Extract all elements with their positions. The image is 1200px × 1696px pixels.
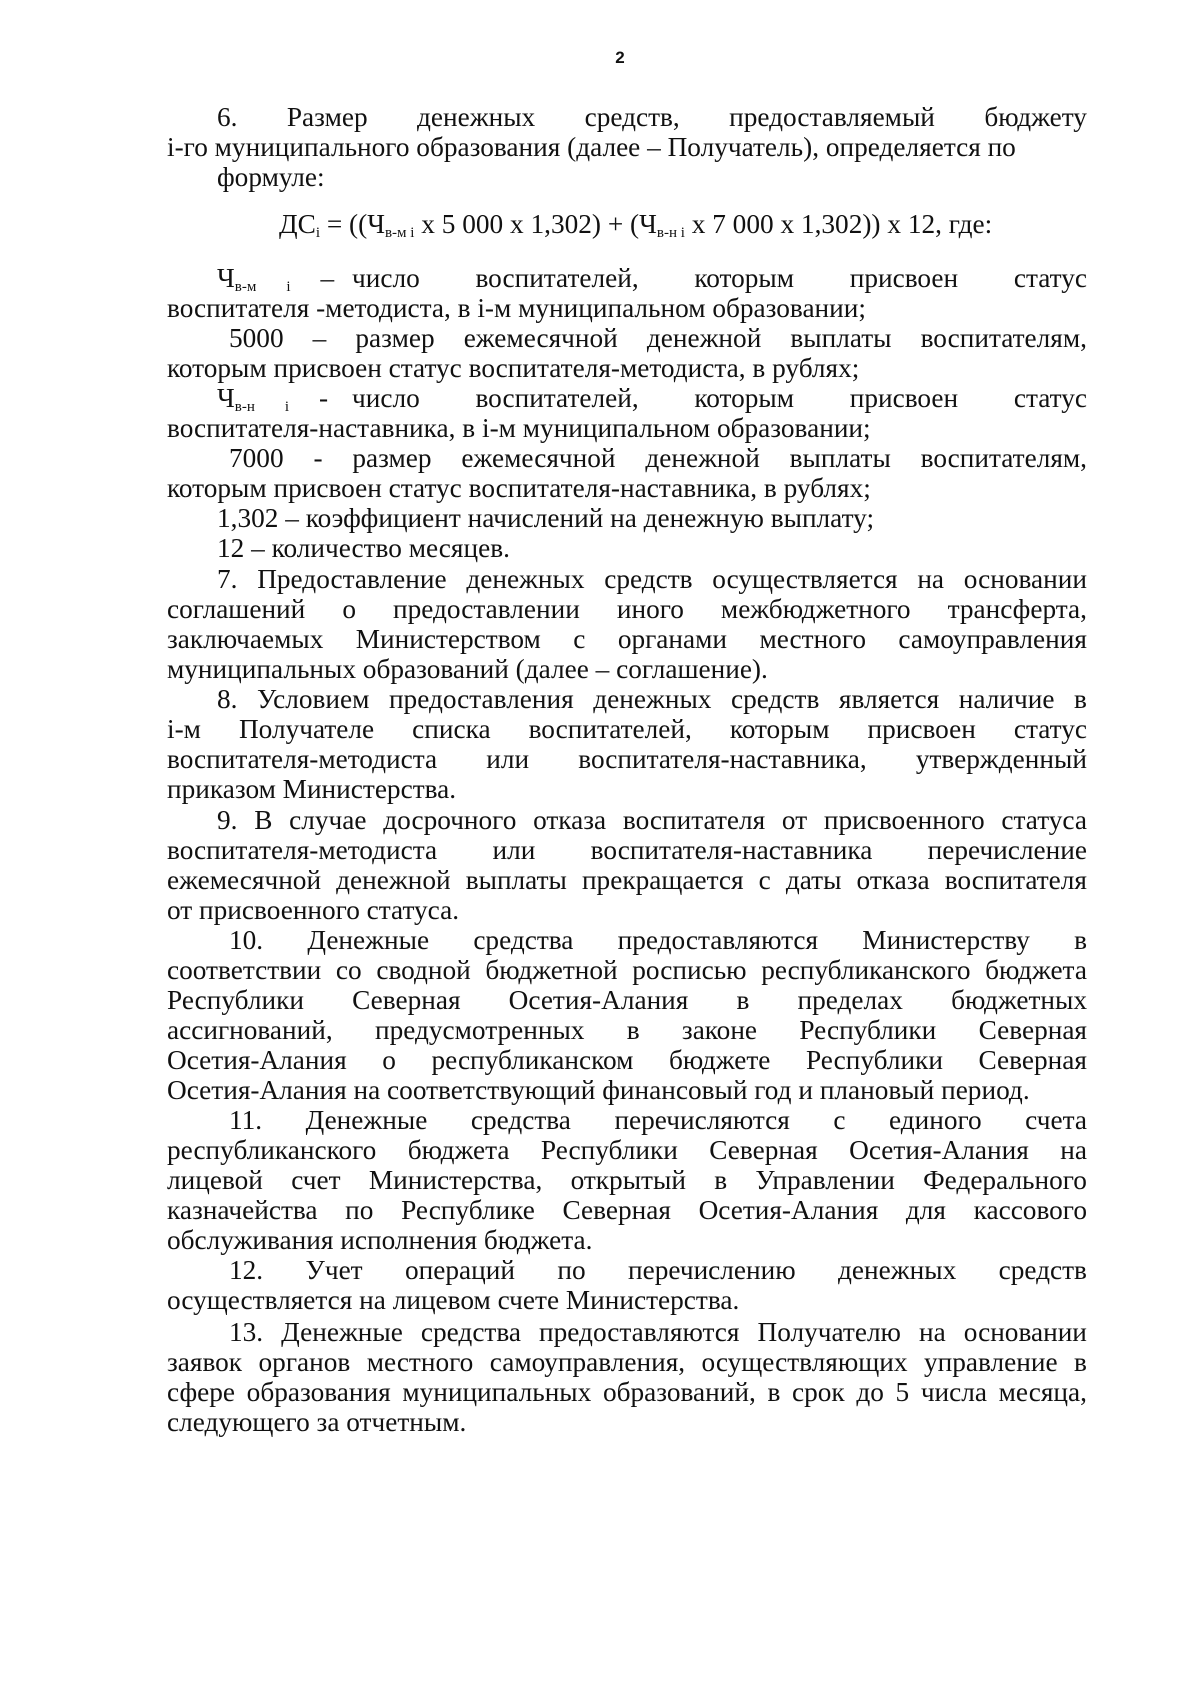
word: денежной xyxy=(646,323,762,353)
word: предоставлении xyxy=(393,594,580,624)
word: срок xyxy=(792,1377,845,1407)
word: Учет xyxy=(305,1255,363,1285)
word: размер xyxy=(355,323,435,353)
word: самоуправления, xyxy=(489,1347,686,1377)
word: сфере xyxy=(167,1377,236,1407)
word: счет xyxy=(291,1165,341,1195)
word: Управлении xyxy=(755,1165,895,1195)
word: заявок xyxy=(167,1347,243,1377)
def2-line-2: которым присвоен статус воспитателя-методиста, в рублях; xyxy=(167,353,860,383)
word: присвоенного xyxy=(823,805,985,835)
formula-lhs-sub: i xyxy=(315,225,320,241)
word: счета xyxy=(1025,1105,1087,1135)
word: Условием xyxy=(257,684,370,714)
word: Осетия-Алания xyxy=(508,985,689,1015)
word: которым xyxy=(694,263,795,293)
word: утвержденный xyxy=(915,744,1087,774)
word: предусмотренных xyxy=(374,1015,585,1045)
word: заключаемых xyxy=(167,624,324,654)
word: образований, xyxy=(602,1377,756,1407)
word: которым xyxy=(729,714,830,744)
word: открытый xyxy=(570,1165,686,1195)
def3-line-1 xyxy=(217,382,1087,414)
word: средства xyxy=(420,1317,522,1347)
word: от xyxy=(781,805,808,835)
word: статус xyxy=(1013,383,1087,413)
def1-index: i xyxy=(286,279,291,295)
word: досрочного xyxy=(383,805,517,835)
word: статус xyxy=(1013,714,1087,744)
word: выплаты xyxy=(465,865,567,895)
word: о xyxy=(342,594,356,624)
word: основании xyxy=(963,1317,1087,1347)
word: бюджетной xyxy=(485,955,618,985)
word: - xyxy=(313,443,323,473)
word: В xyxy=(254,805,273,835)
word: воспитателя xyxy=(944,865,1087,895)
word: Осетия-Алания xyxy=(167,1045,347,1075)
word: денежных xyxy=(417,102,536,132)
word: воспитателя-наставника xyxy=(590,835,873,865)
word: воспитателя-методиста xyxy=(167,744,438,774)
word: лицевой xyxy=(167,1165,263,1195)
word: республиканского xyxy=(761,955,971,985)
word: которым xyxy=(694,383,795,413)
word: Получателе xyxy=(238,714,375,744)
word: средства xyxy=(470,1105,571,1135)
word: Министерства, xyxy=(368,1165,543,1195)
word: Денежные xyxy=(281,1317,403,1347)
word: операций xyxy=(405,1255,515,1285)
word: Предоставление xyxy=(257,564,447,594)
word: Республики xyxy=(805,1045,943,1075)
word: воспитателям, xyxy=(920,443,1087,473)
word: росписью xyxy=(632,955,747,985)
p7-line-2 xyxy=(167,593,1087,625)
p7-line-4: муниципальных образований (далее – соглашение). xyxy=(167,654,768,684)
word: в xyxy=(1074,1347,1087,1377)
word: трансферта, xyxy=(947,594,1087,624)
word: законе xyxy=(681,1015,758,1045)
word: денежной xyxy=(336,865,451,895)
p8-line-3 xyxy=(167,743,1087,775)
word: перечислению xyxy=(628,1255,796,1285)
word: управление xyxy=(923,1347,1058,1377)
word: предоставляются xyxy=(617,925,819,955)
word: присвоен xyxy=(867,714,976,744)
p11-line-2 xyxy=(167,1134,1087,1166)
word: иного xyxy=(616,594,684,624)
formula-sub-1: в-м i xyxy=(384,225,415,241)
word: соглашений xyxy=(167,594,306,624)
word: Федерального xyxy=(923,1165,1087,1195)
p9-line-3 xyxy=(167,864,1087,896)
word: местного xyxy=(366,1347,474,1377)
p11-line-5: обслуживания исполнения бюджета. xyxy=(167,1225,593,1255)
word: осуществляющих xyxy=(701,1347,908,1377)
word: сводной xyxy=(376,955,471,985)
word: присвоен xyxy=(849,263,959,293)
word: ежемесячной xyxy=(463,323,618,353)
word: на xyxy=(1060,1135,1087,1165)
word: статуса xyxy=(1001,805,1087,835)
def3-text xyxy=(352,382,1087,414)
word: прекращается xyxy=(581,865,744,895)
word: со xyxy=(335,955,362,985)
word: республиканского xyxy=(167,1135,377,1165)
word: 12. xyxy=(229,1255,264,1285)
def4-line-2: которым присвоен статус воспитателя-наставника, в рублях; xyxy=(167,473,871,503)
p6-line-1 xyxy=(217,101,1087,133)
formula-lhs: ДС xyxy=(279,209,316,239)
p10-line-4 xyxy=(167,1014,1087,1046)
def5-line: 1,302 – коэффициент начислений на денежную выплату; xyxy=(217,503,875,533)
word: денежных xyxy=(466,564,585,594)
word: Размер xyxy=(286,102,368,132)
word: 5 xyxy=(895,1377,910,1407)
word: размер xyxy=(352,443,432,473)
word: денежных xyxy=(838,1255,957,1285)
word: Северная xyxy=(709,1135,818,1165)
word: статус xyxy=(1013,263,1087,293)
p13-line-4: следующего за отчетным. xyxy=(167,1407,467,1437)
word: бюджета xyxy=(407,1135,510,1165)
word: пределах xyxy=(797,985,903,1015)
word: в xyxy=(767,1377,781,1407)
p10-line-3 xyxy=(167,984,1087,1016)
word: Республике xyxy=(401,1195,535,1225)
formula xyxy=(279,209,992,240)
word: i-м xyxy=(167,714,201,744)
word: для xyxy=(905,1195,946,1225)
word: присвоен xyxy=(849,383,959,413)
p7-line-3 xyxy=(167,623,1087,655)
word: 11. xyxy=(229,1105,263,1135)
word: осуществляется xyxy=(712,564,898,594)
word: кассового xyxy=(973,1195,1087,1225)
word: 7000 xyxy=(229,443,284,473)
word: Министерством xyxy=(355,624,541,654)
word: перечисление xyxy=(927,835,1087,865)
p13-line-2 xyxy=(167,1346,1087,1378)
word: воспитателя-методиста xyxy=(167,835,438,865)
def3-line-2: воспитателя-наставника, в i-м муниципальном образовании; xyxy=(167,413,871,443)
word: соответствии xyxy=(167,955,322,985)
word: с xyxy=(833,1105,846,1135)
word: Республики xyxy=(167,985,304,1015)
word: единого xyxy=(888,1105,982,1135)
p10-line-6: Осетия-Алания на соответствующий финансовый год и плановый период. xyxy=(167,1075,1030,1105)
word: в xyxy=(714,1165,728,1195)
def3-symbol: Ч xyxy=(217,383,235,413)
word: средств xyxy=(604,564,693,594)
word: в xyxy=(1074,684,1087,714)
def3-index: i xyxy=(284,399,290,415)
word: выплаты xyxy=(789,443,891,473)
word: с xyxy=(573,624,586,654)
word: средств xyxy=(731,684,820,714)
word: ассигнований, xyxy=(167,1015,333,1045)
word: числа xyxy=(920,1377,988,1407)
word: случае xyxy=(289,805,367,835)
p12-line-2: осуществляется на лицевом счете Министерства. xyxy=(167,1285,740,1315)
word: число xyxy=(352,383,420,413)
def3-symbol-sub: в-н xyxy=(234,399,255,415)
word: 5000 xyxy=(229,323,284,353)
formula-part-2: х 5 000 х 1,302) + (Ч xyxy=(414,209,657,239)
word: бюджету xyxy=(984,102,1087,132)
word: Северная xyxy=(978,1045,1087,1075)
word: бюджета xyxy=(985,955,1087,985)
word: денежных xyxy=(593,684,712,714)
word: о xyxy=(382,1045,396,1075)
def1-line-2: воспитателя -методиста, в i-м муниципальном образовании; xyxy=(167,293,866,323)
word: число xyxy=(352,263,420,293)
word: 10. xyxy=(229,925,264,955)
formula-part-1: = ((Ч xyxy=(320,209,385,239)
word: ежемесячной xyxy=(167,865,322,895)
formula-part-3: х 7 000 х 1,302)) х 12, где: xyxy=(684,209,993,239)
word: образования xyxy=(246,1377,391,1407)
p10-line-2 xyxy=(167,954,1087,986)
page-number: 2 xyxy=(615,48,625,67)
word: Осетия-Алания xyxy=(849,1135,1029,1165)
word: отказа xyxy=(533,805,607,835)
word: Северная xyxy=(978,1015,1087,1045)
p11-line-4 xyxy=(167,1194,1087,1226)
p13-line-3 xyxy=(167,1376,1087,1408)
word: органами xyxy=(617,624,728,654)
def1-symbol-sub: в-м xyxy=(234,279,257,295)
word: муниципальных xyxy=(402,1377,592,1407)
word: или xyxy=(486,744,530,774)
word: даты xyxy=(785,865,842,895)
word: наличие xyxy=(958,684,1055,714)
word: воспитателя xyxy=(622,805,766,835)
word: межбюджетного xyxy=(720,594,911,624)
word: является xyxy=(838,684,940,714)
def4-line-1 xyxy=(229,442,1087,474)
word: предоставляются xyxy=(539,1317,740,1347)
def2-line-1 xyxy=(229,322,1087,354)
p7-line-1 xyxy=(217,563,1087,595)
word: республиканском xyxy=(431,1045,634,1075)
p6-line-3: формуле: xyxy=(217,162,325,192)
word: 8. xyxy=(217,684,238,714)
p11-line-3 xyxy=(167,1164,1087,1196)
def1-symbol: Ч xyxy=(217,263,235,293)
word: воспитателям, xyxy=(920,323,1087,353)
word: месяца, xyxy=(998,1377,1087,1407)
word: выплаты xyxy=(790,323,892,353)
p12-line-1 xyxy=(229,1254,1087,1286)
word: Денежные xyxy=(307,925,430,955)
p11-line-1 xyxy=(229,1104,1087,1136)
word: ежемесячной xyxy=(461,443,616,473)
p13-line-1 xyxy=(229,1316,1087,1348)
def1-text xyxy=(352,262,1087,294)
word: Денежные xyxy=(305,1105,428,1135)
def1-symbol-group xyxy=(217,262,352,294)
word: Республики xyxy=(799,1015,937,1045)
def1-dash: – xyxy=(320,263,335,293)
def3-dash: - xyxy=(319,383,329,413)
word: бюджетных xyxy=(951,985,1087,1015)
word: – xyxy=(312,323,327,353)
word: отказа xyxy=(856,865,930,895)
word: средства xyxy=(473,925,574,955)
word: органов xyxy=(258,1347,351,1377)
word: до xyxy=(856,1377,884,1407)
word: 9. xyxy=(217,805,238,835)
word: Получателю xyxy=(757,1317,901,1347)
word: в xyxy=(736,985,750,1015)
word: воспитателей, xyxy=(528,714,692,744)
p8-line-1 xyxy=(217,683,1087,715)
word: в xyxy=(626,1015,640,1045)
word: 6. xyxy=(217,102,238,132)
word: казначейства xyxy=(167,1195,318,1225)
p9-line-1 xyxy=(217,804,1087,836)
word: Республики xyxy=(540,1135,678,1165)
word: средств xyxy=(998,1255,1087,1285)
word: Осетия-Алания xyxy=(698,1195,879,1225)
word: основании xyxy=(963,564,1087,594)
word: или xyxy=(492,835,536,865)
word: с xyxy=(758,865,771,895)
word: на xyxy=(917,564,945,594)
word: в xyxy=(1074,925,1087,955)
p10-line-1 xyxy=(229,924,1087,956)
word: местного xyxy=(759,624,866,654)
p9-line-2 xyxy=(167,834,1087,866)
word: списка xyxy=(412,714,491,744)
word: средств, xyxy=(584,102,680,132)
p6-line-2: i-го муниципального образования (далее – Получатель), определяется по xyxy=(167,132,1016,162)
formula-sub-2: в-н i xyxy=(656,225,685,241)
word: Северная xyxy=(562,1195,671,1225)
word: бюджете xyxy=(668,1045,771,1075)
word: по xyxy=(557,1255,586,1285)
word: воспитателя-наставника, xyxy=(578,744,867,774)
word: по xyxy=(345,1195,374,1225)
def1-line-1 xyxy=(217,262,1087,294)
word: на xyxy=(918,1317,946,1347)
p8-line-4: приказом Министерства. xyxy=(167,774,457,804)
word: Министерству xyxy=(862,925,1030,955)
p8-line-2 xyxy=(167,713,1087,745)
word: воспитателей, xyxy=(475,263,639,293)
def3-symbol-group xyxy=(217,382,352,414)
word: денежной xyxy=(645,443,760,473)
word: предоставления xyxy=(388,684,574,714)
word: 13. xyxy=(229,1317,264,1347)
word: перечисляются xyxy=(614,1105,790,1135)
word: предоставляемый xyxy=(729,102,935,132)
word: самоуправления xyxy=(898,624,1087,654)
p10-line-5 xyxy=(167,1044,1087,1076)
word: воспитателей, xyxy=(475,383,639,413)
word: 7. xyxy=(217,564,238,594)
p9-line-4: от присвоенного статуса. xyxy=(167,895,460,925)
def6-line: 12 – количество месяцев. xyxy=(217,533,510,563)
word: Северная xyxy=(352,985,461,1015)
